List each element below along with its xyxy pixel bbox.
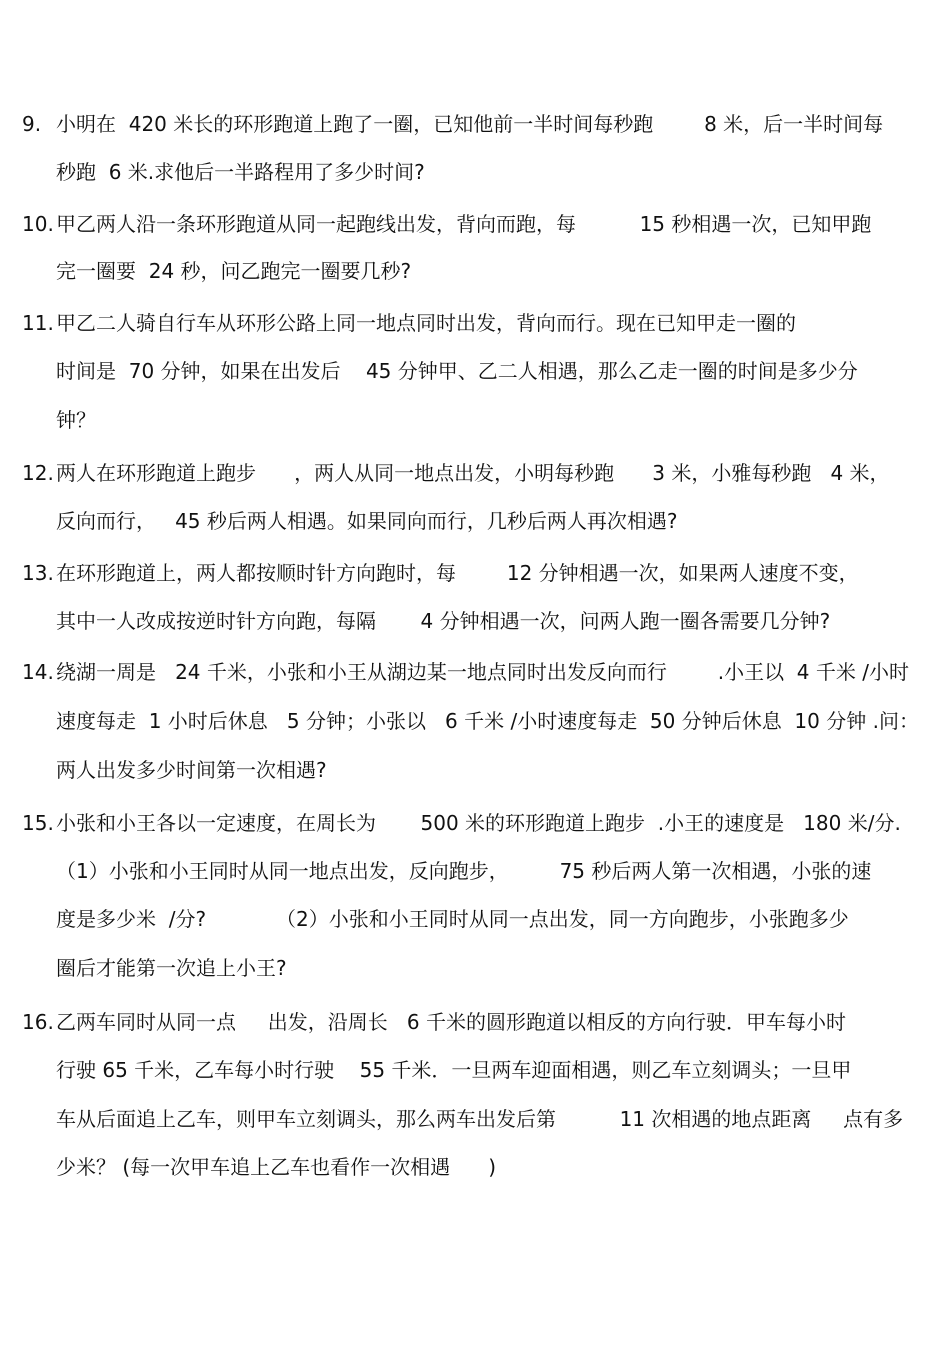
problem-text: 钟？ (56, 408, 96, 432)
problem-text: 其中一人改成按逆时针方向跑，每隔 4 分钟相遇一次，问两人跑一圈各需要几分钟? (56, 609, 831, 633)
problem-14-line-3 (0, 746, 950, 794)
problem-text: 小张和小王各以一定速度，在周长为 500 米的环形跑道上跑步 .小王的速度是 180 米/分. (56, 811, 901, 835)
problem-text: 甲乙二人骑自行车从环形公路上同一地点同时出发，背向而行。现在已知甲走一圈的 (56, 311, 796, 335)
problem-13-line-2 (0, 597, 950, 645)
problem-13-line-1 (0, 549, 950, 597)
problem-number: 11. (22, 311, 54, 335)
problem-15-line-3 (0, 895, 950, 943)
problem-text: 乙两车同时从同一点 出发，沿周长 6 千米的圆形跑道以相反的方向行驶．甲车每小时 (56, 1010, 846, 1034)
problem-14-line-2 (0, 697, 950, 745)
problem-number: 10. (22, 212, 54, 236)
problem-10-line-1 (0, 200, 950, 248)
problem-text: 行驶 65 千米，乙车每小时行驶 55 千米．一旦两车迎面相遇，则乙车立刻调头；一旦甲 (56, 1058, 852, 1082)
problem-number: 12. (22, 461, 54, 485)
problem-text: 完一圈要 24 秒，问乙跑完一圈要几秒? (56, 259, 412, 283)
problem-text: 小明在 420 米长的环形跑道上跑了一圈，已知他前一半时间每秒跑 8 米，后一半时间每 (56, 112, 884, 136)
problem-text: 两人在环形跑道上跑步 ，两人从同一地点出发，小明每秒跑 3 米，小雅每秒跑 4 米， (56, 461, 890, 485)
problem-10-line-2 (0, 247, 950, 295)
problem-16-line-4 (0, 1143, 950, 1191)
problem-9-line-2 (0, 148, 950, 196)
problem-16-line-2 (0, 1046, 950, 1094)
problem-text: 车从后面追上乙车，则甲车立刻调头，那么两车出发后第 11 次相遇的地点距离 点有多 (56, 1107, 904, 1131)
problem-14-line-1 (0, 648, 950, 696)
problem-number: 9. (22, 112, 42, 136)
problem-text: 反向而行， 45 秒后两人相遇。如果同向而行，几秒后两人再次相遇? (56, 509, 678, 533)
problem-12-line-1 (0, 449, 950, 497)
problem-number: 13. (22, 561, 54, 585)
problem-number: 14. (22, 660, 54, 684)
problem-15-line-2 (0, 847, 950, 895)
problem-number: 15. (22, 811, 54, 835)
problem-text: 绕湖一周是 24 千米，小张和小王从湖边某一地点同时出发反向而行 .小王以 4 千米 /小时 (56, 660, 909, 684)
problem-9-line-1 (0, 100, 950, 148)
problem-text: 秒跑 6 米.求他后一半路程用了多少时间? (56, 160, 425, 184)
problem-number: 16. (22, 1010, 54, 1034)
problem-11-line-2 (0, 347, 950, 395)
problem-text: 圈后才能第一次追上小王? (56, 956, 287, 980)
problem-16-line-3 (0, 1095, 950, 1143)
problem-text: 度是多少米 /分? （2）小张和小王同时从同一点出发，同一方向跑步，小张跑多少 (56, 907, 849, 931)
problem-15-line-1 (0, 799, 950, 847)
problem-text: 速度每走 1 小时后休息 5 分钟；小张以 6 千米 /小时速度每走 50 分钟后休息 10 分钟 .问： (56, 709, 919, 733)
problem-16-line-1 (0, 998, 950, 1046)
problem-12-line-2 (0, 497, 950, 545)
problem-text: 少米？ (每一次甲车追上乙车也看作一次相遇 ) (56, 1155, 497, 1179)
problem-text: （1）小张和小王同时从同一地点出发，反向跑步， 75 秒后两人第一次相遇，小张的速 (56, 859, 872, 883)
problem-text: 时间是 70 分钟，如果在出发后 45 分钟甲、乙二人相遇，那么乙走一圈的时间是多少分 (56, 359, 858, 383)
problem-text: 在环形跑道上，两人都按顺时针方向跑时，每 12 分钟相遇一次，如果两人速度不变， (56, 561, 859, 585)
problem-text: 甲乙两人沿一条环形跑道从同一起跑线出发，背向而跑，每 15 秒相遇一次，已知甲跑 (56, 212, 872, 236)
problem-15-line-4 (0, 944, 950, 992)
problem-11-line-1 (0, 299, 950, 347)
problem-11-line-3 (0, 396, 950, 444)
problem-text: 两人出发多少时间第一次相遇? (56, 758, 327, 782)
